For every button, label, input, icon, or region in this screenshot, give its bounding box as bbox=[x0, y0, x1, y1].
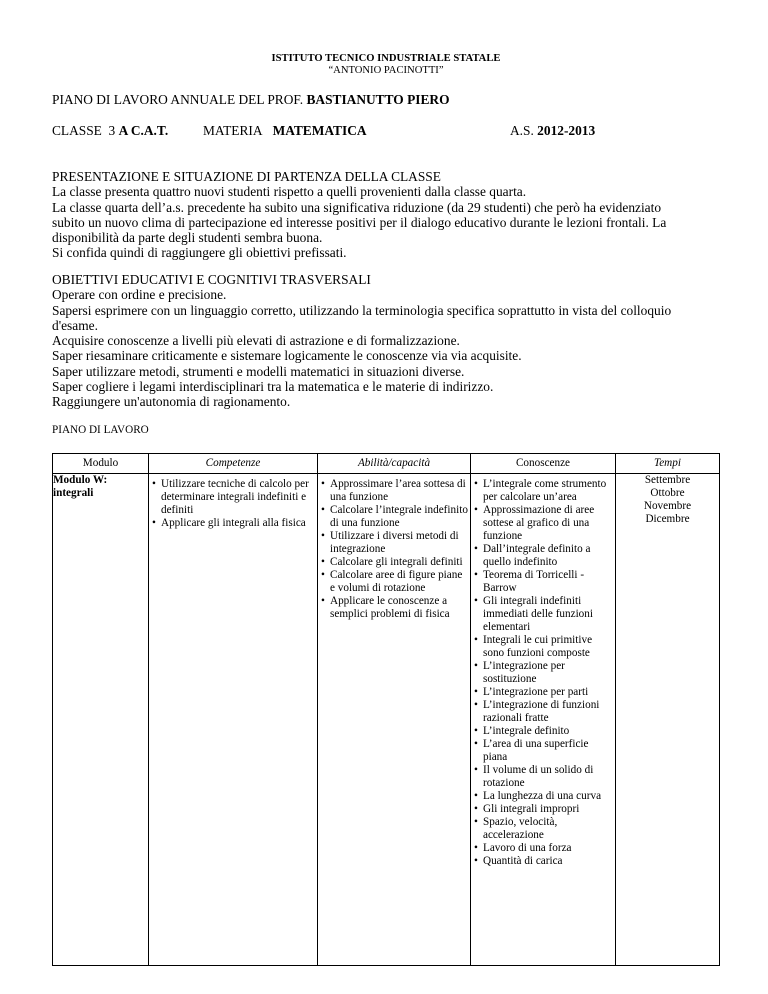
list-item: • Utilizzare tecniche di calcolo per determinare integrali indefiniti e definiti bbox=[161, 478, 315, 517]
list-item: • L’integrazione di funzioni razionali fratte bbox=[483, 699, 613, 725]
year-label: A.S. bbox=[510, 123, 538, 138]
presentation-line: disponibilità da parte degli studenti sembra buona. bbox=[52, 230, 323, 246]
list-item: • Lavoro di una forza bbox=[483, 842, 613, 855]
list-item: • L’area di una superficie piana bbox=[483, 738, 613, 764]
year-field bbox=[510, 123, 595, 138]
list-item: • Il volume di un solido di rotazione bbox=[483, 764, 613, 790]
table-row bbox=[53, 474, 720, 966]
competenze-cell bbox=[149, 474, 318, 966]
presentation-heading: PRESENTAZIONE E SITUAZIONE DI PARTENZA DELLA CLASSE bbox=[52, 169, 441, 184]
class-value: A C.A.T. bbox=[118, 123, 169, 138]
class-label: CLASSE 3 bbox=[52, 123, 119, 138]
abilita-cell bbox=[318, 474, 471, 966]
list-item: • Gli integrali impropri bbox=[483, 803, 613, 816]
list-item: • Approssimare l’area sottesa di una funzione bbox=[330, 478, 468, 504]
list-item: • Approssimazione di aree sottese al grafico di una funzione bbox=[483, 504, 613, 543]
objective-line: Raggiungere un'autonomia di ragionamento. bbox=[52, 394, 291, 410]
list-item: • L’integrale come strumento per calcolare un’area bbox=[483, 478, 613, 504]
subject-field bbox=[203, 123, 367, 138]
module-cell: Modulo W: integrali bbox=[53, 474, 149, 966]
objective-line: Saper utilizzare metodi, strumenti e modelli matematici in situazioni diverse. bbox=[52, 363, 465, 379]
month-label: Dicembre bbox=[645, 513, 690, 525]
presentation-line: subito un nuovo clima di partecipazione ed interesse positivi per il dialogo educativo durante le lezioni frontali. La bbox=[52, 214, 667, 230]
school-header bbox=[52, 53, 720, 77]
objectives-heading: OBIETTIVI EDUCATIVI E COGNITIVI TRASVERSALI bbox=[52, 272, 371, 287]
header-abilita: Abilità/capacità bbox=[318, 454, 471, 474]
list-item: • Teorema di Torricelli - Barrow bbox=[483, 569, 613, 595]
objective-line: Sapersi esprimere con un linguaggio corretto, utilizzando la terminologia specifica soprattutto in vista del colloquio bbox=[52, 302, 672, 318]
tempi-cell bbox=[616, 474, 720, 966]
list-item: • Dall’integrale definito a quello indefinito bbox=[483, 543, 613, 569]
month-label: Settembre bbox=[644, 474, 691, 486]
presentation-line: Si confida quindi di raggiungere gli obiettivi prefissati. bbox=[52, 245, 347, 261]
list-item: • Applicare le conoscenze a semplici problemi di fisica bbox=[330, 595, 468, 621]
month-label: Novembre bbox=[643, 500, 692, 512]
list-item: • Gli integrali indefiniti immediati delle funzioni elementari bbox=[483, 595, 613, 634]
presentation-line: La classe quarta dell’a.s. precedente ha subito una significativa riduzione (da 29 studenti) che però ha evidenziato bbox=[52, 199, 662, 215]
plan-title-prefix: PIANO DI LAVORO ANNUALE DEL PROF. bbox=[52, 92, 307, 107]
subject-label: MATERIA bbox=[203, 123, 263, 138]
work-plan-heading: PIANO DI LAVORO bbox=[52, 424, 149, 436]
conoscenze-cell bbox=[471, 474, 616, 966]
teacher-name: BASTIANUTTO PIERO bbox=[306, 92, 450, 107]
list-item: • Applicare gli integrali alla fisica bbox=[161, 517, 315, 530]
list-item: • Quantità di carica bbox=[483, 855, 613, 868]
presentation-section bbox=[52, 169, 722, 261]
class-field bbox=[52, 123, 168, 138]
list-item: • L’integrale definito bbox=[483, 725, 613, 738]
objective-line: d'esame. bbox=[52, 317, 98, 333]
list-item: • Spazio, velocità, accelerazione bbox=[483, 816, 613, 842]
subject-value: MATEMATICA bbox=[272, 123, 367, 138]
header-modulo: Modulo bbox=[53, 454, 149, 474]
school-name: ISTITUTO TECNICO INDUSTRIALE STATALE bbox=[271, 53, 501, 64]
objectives-section bbox=[52, 272, 722, 410]
school-subtitle: “ANTONIO PACINOTTI” bbox=[328, 65, 444, 76]
header-tempi: Tempi bbox=[616, 454, 720, 474]
list-item: • L’integrazione per sostituzione bbox=[483, 660, 613, 686]
table-header-row bbox=[53, 454, 720, 474]
header-conoscenze: Conoscenze bbox=[471, 454, 616, 474]
list-item: • Calcolare aree di figure piane e volumi di rotazione bbox=[330, 569, 468, 595]
objective-line: Saper riesaminare criticamente e sistemare logicamente le conoscenze via via acquisite. bbox=[52, 348, 522, 364]
objective-line: Saper cogliere i legami interdisciplinari tra la matematica e le materie di indirizzo. bbox=[52, 379, 494, 395]
list-item: • Integrali le cui primitive sono funzioni composte bbox=[483, 634, 613, 660]
list-item: • Utilizzare i diversi metodi di integrazione bbox=[330, 530, 468, 556]
year-value: 2012-2013 bbox=[537, 123, 596, 138]
work-plan-table bbox=[52, 453, 720, 966]
list-item: • Calcolare gli integrali definiti bbox=[330, 556, 468, 569]
header-competenze: Competenze bbox=[149, 454, 318, 474]
presentation-line: La classe presenta quattro nuovi studenti rispetto a quelli provenienti dalla classe quarta. bbox=[52, 184, 527, 200]
class-info-line bbox=[52, 123, 722, 139]
list-item: • Calcolare l’integrale indefinito di una funzione bbox=[330, 504, 468, 530]
list-item: • La lunghezza di una curva bbox=[483, 790, 613, 803]
objective-line: Operare con ordine e precisione. bbox=[52, 287, 227, 303]
month-label: Ottobre bbox=[650, 487, 685, 499]
list-item: • L’integrazione per parti bbox=[483, 686, 613, 699]
objective-line: Acquisire conoscenze a livelli più elevati di astrazione e di formalizzazione. bbox=[52, 333, 460, 349]
plan-title bbox=[52, 92, 449, 107]
